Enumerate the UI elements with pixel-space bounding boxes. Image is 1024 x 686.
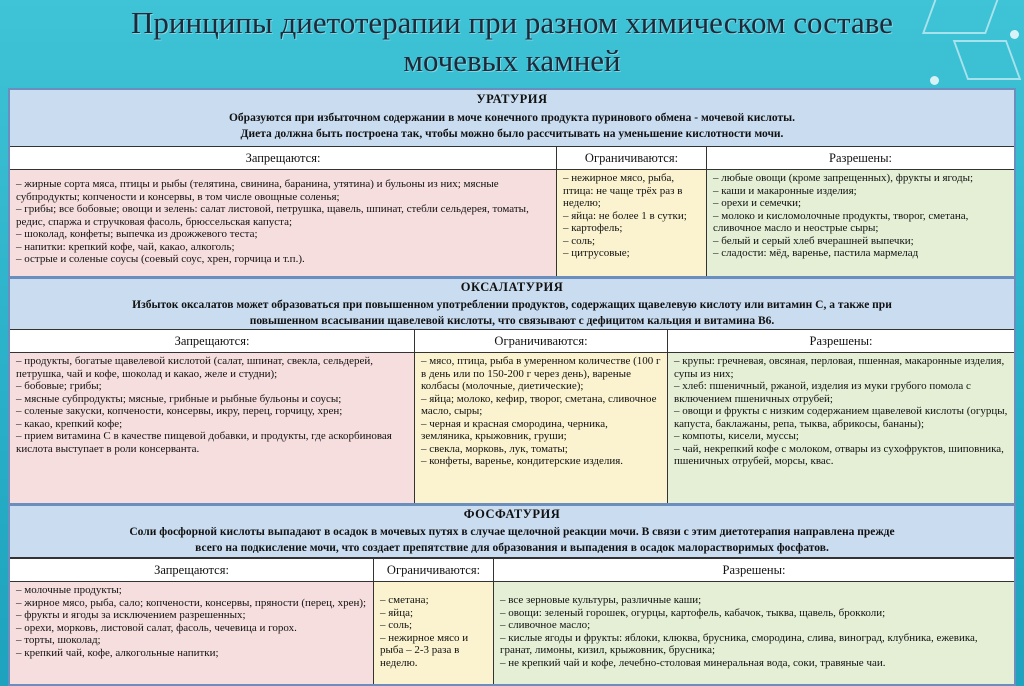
column-header: Запрещаются: [10,146,556,170]
column-header: Разрешены: [494,558,1014,582]
list-item: – продукты, богатые щавелевой кислотой (салат, шпинат, свекла, сельдерей, петрушка, чай и кофе, шоколад и какао, желе и студни); [16,355,374,380]
list-item: – орехи, морковь, листовой салат, фасоль, чечевица и горох. [16,621,297,634]
list-item: – какао, крепкий кофе; [16,417,123,430]
section-name: ОКСАЛАТУРИЯ [460,280,564,294]
list-item: – грибы; все бобовые; овощи и зелень: салат листовой, петрушка, щавель, шпинат, стебли сельдерея, томаты, редис, спаржа и стручковая фасоль, брюссельская капуста; [16,203,529,228]
section-desc-line: Образуются при избыточном содержании в моче конечного продукта пуринового обмена - мочевой кислоты. [228,112,795,124]
limited-list [415,353,667,503]
list-item: – свекла, морковь, лук, томаты; [421,442,568,455]
list-item: – конфеты, варенье, кондитерские изделия. [421,455,624,467]
forbidden-column [10,146,557,276]
list-item: – мясные субпродукты; мясные, грибные и рыбные бульоны и соусы; [16,392,342,405]
column-header: Ограничиваются: [415,329,667,353]
list-item: – жирное мясо, рыба, сало; копчености, консервы, пряности (перец, хрен); [16,596,367,609]
section-name: УРАТУРИЯ [476,92,548,106]
list-item: – молочные продукты; [16,584,122,596]
section-header [10,506,1014,558]
page-title [30,4,994,80]
list-item: – овощи: зеленый горошек, огурцы, картофель, кабачок, тыква, щавель, брокколи; [500,606,886,619]
column-header: Ограничиваются: [374,558,493,582]
allowed-list [668,353,1014,503]
title-line-2: мочевых камней [403,43,621,78]
section-columns [10,146,1014,276]
list-item: – прием витамина С в качестве пищевой добавки, и продукты, где аскорбиновая кислота выступает в роли консерванта. [16,430,392,455]
list-item: – жирные сорта мяса, птицы и рыбы (телятина, свинина, баранина, утятина) и бульоны из них; мясные субпродукты; копчености и консервы, в том числе овощные соленья; [16,178,499,203]
section-desc-line: Соли фосфорной кислоты выпадают в осадок в мочевых путях в случае щелочной реакции мочи. В связи с этим диетотерапия направлена прежде [129,526,895,538]
list-item: – яйца: не более 1 в сутки; [563,209,687,222]
list-item: – соленые закуски, копчености, консервы, икру, перец, горчицу, хрен; [16,405,343,417]
list-item: – острые и соленые соусы (соевый соус, хрен, горчица и т.п.). [16,253,305,265]
list-item: – фрукты и ягоды за исключением разрешенных; [16,609,246,621]
list-item: – черная и красная смородина, черника, земляника, крыжовник, груши; [421,417,608,442]
list-item: – крепкий чай, кофе, алкогольные напитки; [16,646,219,659]
list-item: – чай, некрепкий кофе с молоком, отвары из сухофруктов, шиповника, пшеничных отрубей, морсы, квас. [674,442,1004,467]
section-columns [10,329,1014,503]
list-item: – не крепкий чай и кофе, лечебно-столовая минеральная вода, соки, травяные чаи. [500,656,886,669]
forbidden-list [10,353,414,503]
list-item: – компоты, кисели, муссы; [674,430,799,442]
column-header: Ограничиваются: [557,146,706,170]
title-line-1: Принципы диетотерапии при разном химическом составе [131,5,893,40]
section-uraturia [10,90,1014,276]
allowed-column [668,329,1014,503]
list-item: – яйца; молоко, кефир, творог, сметана, сливочное масло, сыры; [421,392,657,417]
column-header: Разрешены: [707,146,1014,170]
limited-list [374,582,493,686]
limited-list [557,170,706,276]
list-item: – цитрусовые; [563,247,630,259]
section-header [10,90,1014,148]
list-item: – соль; [380,619,413,631]
list-item: – белый и серый хлеб вчерашней выпечки; [713,234,914,247]
list-item: – кислые ягоды и фрукты: яблоки, клюква, брусника, смородина, слива, виноград, клубника, ежевика, гранат, лимоны, кизил, крыжовник, брусника; [500,631,978,656]
list-item: – мясо, птица, рыба в умеренном количестве (100 г в день или по 150-200 г через день), вареные колбасы (молочные, диетические); [421,355,661,392]
allowed-list [707,170,1014,276]
allowed-column [707,146,1014,276]
forbidden-list [10,582,373,686]
section-phosphaturia [10,506,1014,686]
limited-column [415,329,668,503]
limited-column [557,146,707,276]
list-item: – картофель; [563,222,623,234]
list-item: – овощи и фрукты с низким содержанием щавелевой кислоты (огурцы, капуста, баклажаны, репа, тыква, абрикосы, бананы); [674,405,1008,430]
list-item: – хлеб: пшеничный, ржаной, изделия из муки грубого помола с включением пшеничных отрубей; [674,380,971,405]
allowed-column [494,558,1014,686]
list-item: – сметана; [380,594,429,606]
list-item: – нежирное мясо и рыба – 2-3 раза в неделю. [380,631,469,669]
list-item: – молоко и кисломолочные продукты, творог, сметана, сливочное масло и неострые сыры; [713,209,969,234]
column-header: Запрещаются: [10,558,373,582]
list-item: – бобовые; грибы; [16,380,102,392]
list-item: – напитки: крепкий кофе, чай, какао, алкоголь; [16,240,235,253]
list-item: – торты, шоколад; [16,634,101,646]
section-desc-line: всего на подкисление мочи, что создает препятствие для образования и выпадения в осадок малорастворимых фосфатов. [195,542,829,554]
allowed-list [494,582,1014,686]
diet-table [8,88,1016,686]
list-item: – любые овощи (кроме запрещенных), фрукты и ягоды; [713,172,974,184]
list-item: – соль; [563,234,596,247]
section-oxalaturia [10,279,1014,503]
column-header: Разрешены: [668,329,1014,353]
forbidden-column [10,329,415,503]
list-item: – шоколад, конфеты; выпечка из дрожжевого теста; [16,228,258,240]
list-item: – крупы: гречневая, овсяная, перловая, пшенная, макаронные изделия, супы из них; [674,355,1005,380]
section-name: ФОСФАТУРИЯ [463,507,561,521]
decor-node-icon [1010,30,1019,39]
section-columns [10,558,1014,686]
section-desc-line: повышенном всасывании щавелевой кислоты, что связывают с дефицитом кальция и витамина В6. [249,315,775,327]
list-item: – яйца; [380,606,414,619]
column-header: Запрещаются: [10,329,414,353]
limited-column [374,558,494,686]
forbidden-list [10,170,556,276]
list-item: – сладости: мёд, варенье, пастила мармелад [713,247,919,259]
section-header [10,279,1014,331]
list-item: – сливочное масло; [500,619,591,631]
forbidden-column [10,558,374,686]
list-item: – орехи и семечки; [713,197,802,209]
list-item: – нежирное мясо, рыба, птица: не чаще трёх раз в неделю; [563,172,683,209]
list-item: – все зерновые культуры, различные каши; [500,594,702,606]
list-item: – каши и макаронные изделия; [713,184,857,197]
section-desc-line: Избыток оксалатов может образоваться при повышенном употреблении продуктов, содержащих щавелевую кислоту или витамин С, а также при [132,299,892,311]
section-desc-line: Диета должна быть построена так, чтобы можно было рассчитывать на уменьшение кислотности мочи. [240,128,784,140]
